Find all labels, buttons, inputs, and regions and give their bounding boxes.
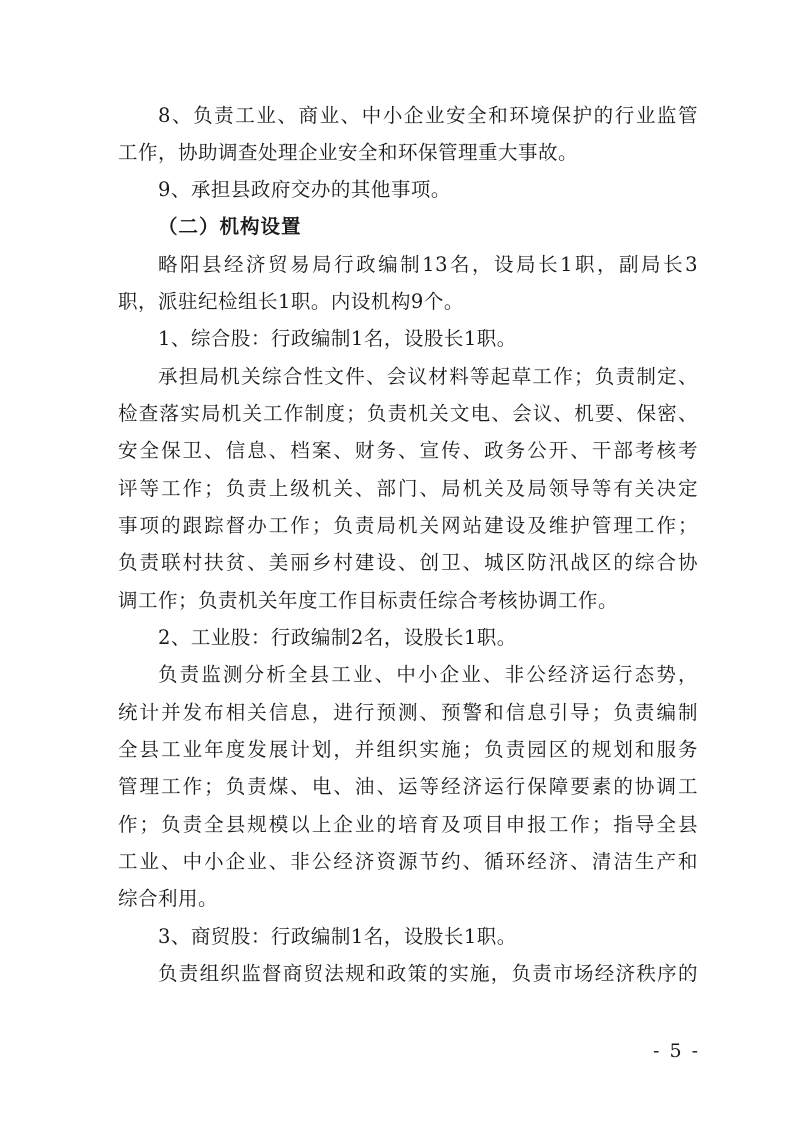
paragraph-line: 事项的跟踪督办工作；负责局机关网站建设及维护管理工作； (118, 514, 698, 537)
paragraph-line: 综合利用。 (118, 887, 219, 910)
subsection-heading: 2、工业股：行政编制2名，设股长1职。 (158, 626, 517, 649)
paragraph-line: 职，派驻纪检组长1职。内设机构9个。 (118, 290, 464, 313)
subsection-heading: 1、综合股：行政编制1名，设股长1职。 (158, 327, 517, 350)
paragraph-line: 统计并发布相关信息，进行预测、预警和信息引导；负责编制 (118, 701, 698, 724)
paragraph-line: 承担局机关综合性文件、会议材料等起草工作；负责制定、 (158, 365, 698, 388)
paragraph-line: 工作，协助调查处理企业安全和环保管理重大事故。 (118, 141, 579, 164)
paragraph-line: 负责联村扶贫、美丽乡村建设、创卫、城区防汛战区的综合协 (118, 551, 698, 574)
page-number: - 5 - (652, 1040, 700, 1062)
paragraph-line: 工业、中小企业、非公经济资源节约、循环经济、清洁生产和 (118, 850, 698, 873)
paragraph-line: 作；负责全县规模以上企业的培育及项目申报工作；指导全县 (118, 813, 698, 836)
paragraph-line: 略阳县经济贸易局行政编制13名，设局长1职，副局长3 (158, 253, 698, 276)
paragraph-line: 负责监测分析全县工业、中小企业、非公经济运行态势， (158, 663, 698, 686)
section-heading: （二）机构设置 (158, 215, 302, 238)
paragraph-line: 调工作；负责机关年度工作目标责任综合考核协调工作。 (118, 589, 619, 612)
subsection-heading: 3、商贸股：行政编制1名，设股长1职。 (158, 925, 517, 948)
paragraph-line: 负责组织监督商贸法规和政策的实施，负责市场经济秩序的 (158, 962, 698, 985)
paragraph-line: 安全保卫、信息、档案、财务、宣传、政务公开、干部考核考 (118, 439, 698, 462)
list-item: 9、承担县政府交办的其他事项。 (158, 178, 451, 201)
paragraph-line: 管理工作；负责煤、电、油、运等经济运行保障要素的协调工 (118, 775, 698, 798)
paragraph-line: 评等工作；负责上级机关、部门、局机关及局领导等有关决定 (118, 477, 698, 500)
paragraph-line: 全县工业年度发展计划，并组织实施；负责园区的规划和服务 (118, 738, 698, 761)
paragraph-line: 8、负责工业、商业、中小企业安全和环境保护的行业监管 (158, 104, 698, 127)
paragraph-line: 检查落实局机关工作制度；负责机关文电、会议、机要、保密、 (118, 402, 698, 425)
